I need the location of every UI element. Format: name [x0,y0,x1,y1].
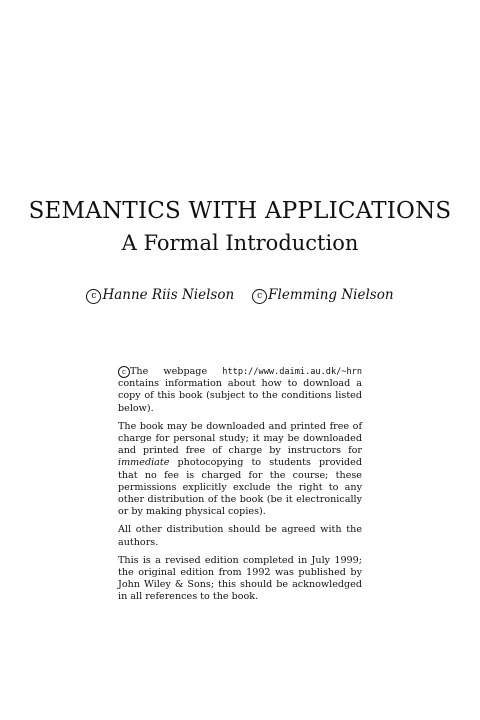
notice-paragraph-1 [118,366,362,415]
author-line [0,285,480,305]
copyright-icon: c [86,289,101,304]
webpage-url: http://www.daimi.au.dk/~hrn [222,367,362,377]
author-1 [86,285,234,305]
notice-paragraph-2 [118,421,362,519]
author-1-name: Hanne Riis Nielson [102,287,235,303]
notice-paragraph-3: All other distribution should be agreed with the authors. [118,524,362,548]
notice-paragraph-4: This is a revised edition completed in July 1999; the original edition from 1992 was published by John Wiley & Sons; this should be acknowledged in all references to the book. [118,554,362,603]
notice-p2-after: photocopying to students provided that no fee is charged for the course; these permissions explicitly exclude the right to any other distribution of the book (be it electronically or by making physical copies). [118,457,362,518]
notice-p2-emphasis: immediate [118,457,170,469]
copyright-icon: c [118,366,130,378]
author-2-name: Flemming Nielson [268,287,394,303]
copyright-icon: c [252,289,267,304]
author-2 [252,285,393,305]
notice-p1-suffix: contains information about how to download a copy of this book (subject to the conditions listed below). [118,378,362,414]
book-subtitle: A Formal Introduction [121,231,359,255]
book-title: SEMANTICS WITH APPLICATIONS [28,198,452,224]
notice-p2-before: The book may be downloaded and printed free of charge for personal study; it may be downloaded and printed free of charge by instructors for [118,420,362,457]
copyright-notice [118,366,362,610]
notice-p1-prefix: The webpage [130,366,223,377]
